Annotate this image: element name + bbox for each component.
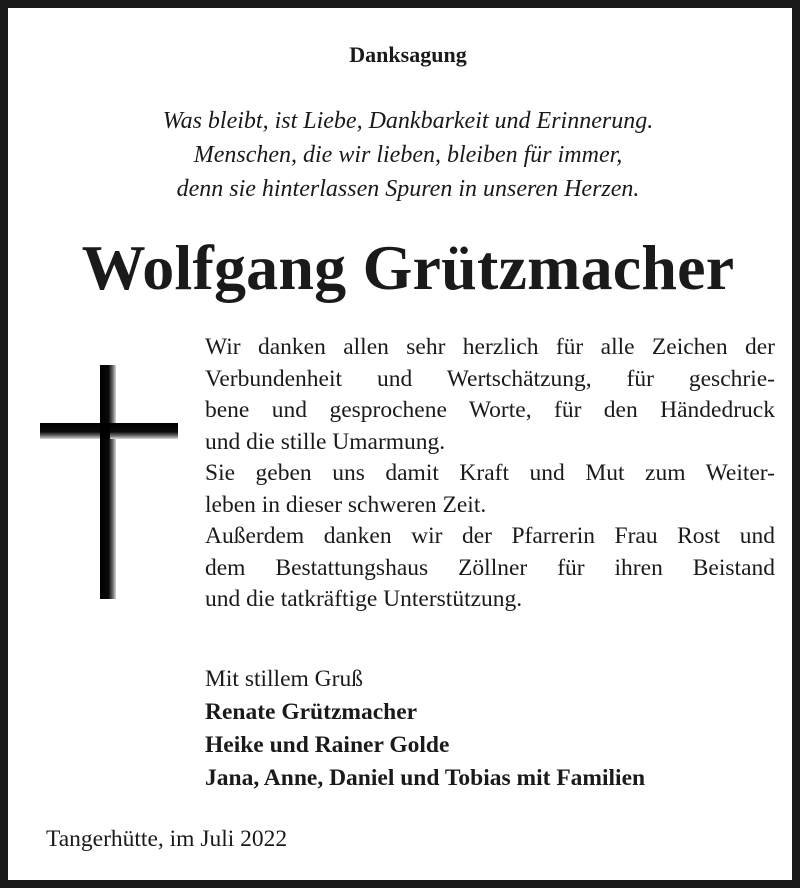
deceased-name: Wolfgang Grützmacher <box>81 232 735 303</box>
quote-line: denn sie hinterlassen Spuren in unseren Herzen. <box>176 176 640 202</box>
text-line: bene und gesprochene Worte, für den Händedruck <box>205 397 775 423</box>
thank-you-text <box>205 332 775 616</box>
signatory: Renate Grützmacher <box>205 699 418 725</box>
closing-greeting: Mit stillem Gruß <box>205 666 363 692</box>
quote-line: Was bleibt, ist Liebe, Dankbarkeit und Erinnerung. <box>162 108 654 134</box>
quote-line: Menschen, die wir lieben, bleiben für immer, <box>193 142 623 168</box>
signatory: Jana, Anne, Daniel und Tobias mit Familien <box>205 765 646 791</box>
signatory: Heike und Rainer Golde <box>205 732 450 758</box>
text-line: Verbundenheit und Wertschätzung, für geschrie- <box>205 365 775 392</box>
text-line: dem Bestattungshaus Zöllner für ihren Beistand <box>205 554 775 581</box>
notice-heading: Danksagung <box>349 42 467 67</box>
text-line: Wir danken allen sehr herzlich für alle Zeichen der <box>205 334 775 360</box>
text-line: Sie geben uns damit Kraft und Mut zum Weiter- <box>205 460 775 486</box>
memorial-quote <box>8 104 800 206</box>
text-line: leben in dieser schweren Zeit. <box>205 491 487 518</box>
text-line: Außerdem danken wir der Pfarrerin Frau Rost und <box>205 523 775 549</box>
closing-block <box>205 663 775 795</box>
text-line: und die tatkräftige Unterstützung. <box>205 586 523 612</box>
text-line: und die stille Umarmung. <box>205 428 446 455</box>
cross-icon <box>38 363 180 601</box>
place-and-date: Tangerhütte, im Juli 2022 <box>46 826 288 852</box>
